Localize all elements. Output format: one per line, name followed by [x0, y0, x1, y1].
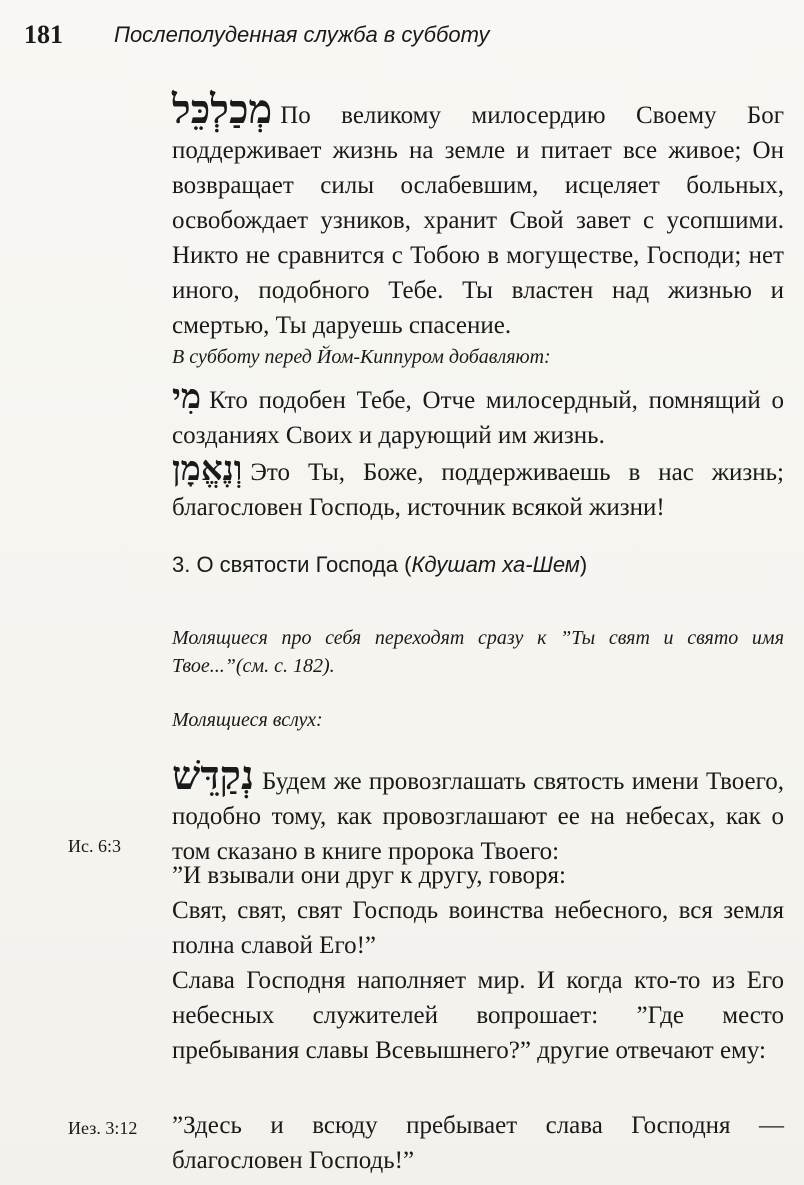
hebrew-keyword: וְנֶאֱמָן — [172, 449, 243, 489]
paragraph-glory: Слава Господня наполняет мир. И когда кто-то из Его небесных служителей вопрошает: ”Где место пребывания славы Всевышнего?” другие отвечают ему: — [172, 967, 784, 1064]
page-header — [24, 20, 780, 54]
paragraph-text: Это Ты, Боже, поддерживаешь в нас жизнь; благословен Господь, источник всякой жизни! — [172, 459, 784, 521]
margin-ref-ezekiel: Иез. 3:12 — [68, 1118, 138, 1138]
quote-line: ”И взывали они друг к другу, говоря: — [172, 862, 566, 889]
instruction-yom-kippur: В субботу перед Йом-Киппуром добавляют: — [172, 346, 551, 368]
hebrew-keyword: נְקַדֵּשׁ — [172, 752, 254, 799]
page-number: 181 — [24, 20, 63, 49]
section-title-italic: Кдушат ха-Шем — [411, 552, 580, 577]
paragraph-text: Кто подобен Тебе, Отче милосердный, помнящий о созданиях Своих и дарующий им жизнь. — [172, 387, 784, 449]
paragraph-text: По великому милосердию Своему Бог поддерживает жизнь на земле и питает все живое; Он возвращает силы ослабевшим, исцеляет больных, освобождает узников, хранит Свой завет с усопшими. Никто не сравнится с Тобою в могуществе, Господи; нет иного, подобного Тебе. Ты властен над жизнью и смертью, Ты даруешь спасение. — [172, 102, 784, 339]
paragraph-nekadesh — [172, 752, 784, 869]
paragraph-mi — [172, 377, 784, 453]
paragraph-mechalkel — [172, 86, 784, 343]
hebrew-keyword: מְכַלְכֵּל — [172, 86, 273, 133]
running-title: Послеполуденная служба в субботу — [114, 22, 490, 47]
section-title-end: ) — [579, 552, 588, 577]
instruction-silent: Молящиеся про себя переходят сразу к ”Ты свят и свято имя Твое...”(см. с. 182). — [172, 627, 784, 677]
paragraph-text: Будем же провозглашать святость имени Твоего, подобно тому, как провозглашают ее на небесах, как о том сказано в книге пророка Твоего: — [172, 768, 784, 865]
hebrew-keyword: מִי — [172, 377, 202, 417]
paragraph-holy: Свят, свят, свят Господь воинства небесного, вся земля полна славой Его!” — [172, 897, 784, 959]
paragraph-here: ”Здесь и всюду пребывает слава Господня — благословен Господь!” — [172, 1112, 784, 1174]
section-title: 3. О святости Господа ( — [172, 552, 412, 577]
paragraph-veneeman — [172, 449, 784, 525]
instruction-aloud: Молящиеся вслух: — [172, 709, 323, 731]
margin-ref-isaiah: Ис. 6:3 — [68, 836, 121, 856]
section-heading — [172, 552, 587, 578]
